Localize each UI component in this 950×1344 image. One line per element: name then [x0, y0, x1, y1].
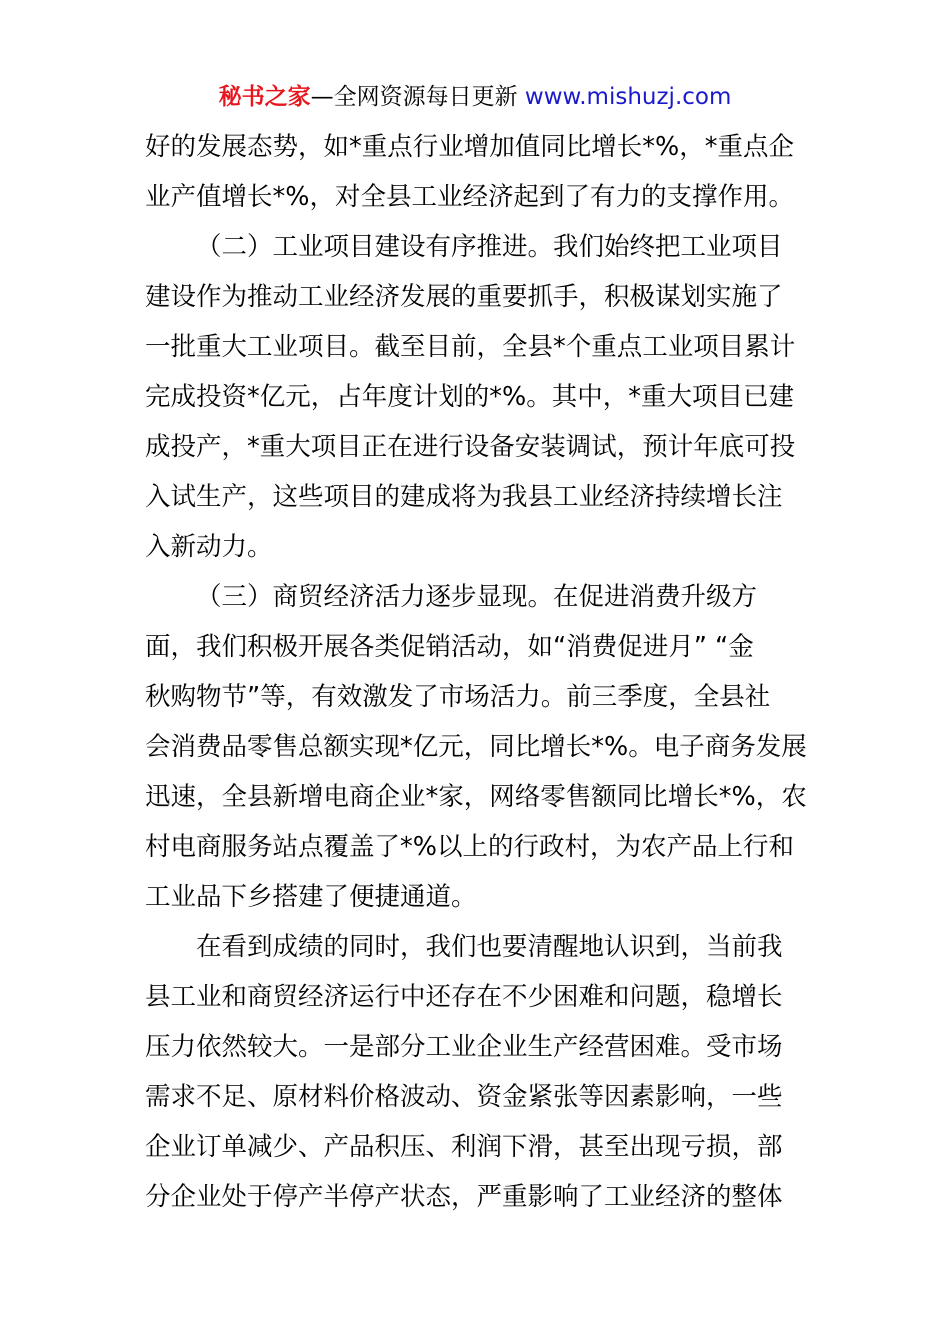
text-line: 成投产，*重大项目正在进行设备安装调试，预计年底可投: [145, 432, 796, 462]
text-line: 迅速，全县新增电商企业*家，网络零售额同比增长*%，农: [145, 782, 807, 812]
paragraph-start-line: （三）商贸经济活力逐步显现。在促进消费升级方: [196, 582, 758, 612]
brand-name: 秘书之家: [218, 84, 311, 110]
text-line: 建设作为推动工业经济发展的重要抓手，积极谋划实施了: [145, 282, 783, 312]
page-header: [0, 82, 950, 112]
header-url-link[interactable]: www.mishuzj.com: [524, 84, 732, 110]
header-slogan: —全网资源每日更新: [310, 84, 525, 110]
text-line: 压力依然较大。一是部分工业企业生产经营困难。受市场: [145, 1032, 783, 1062]
document-body: [145, 122, 807, 1222]
text-line: 入新动力。: [145, 532, 273, 562]
text-line: 好的发展态势，如*重点行业增加值同比增长*%，*重点企: [145, 132, 794, 162]
text-line: 县工业和商贸经济运行中还存在不少困难和问题，稳增长: [145, 982, 783, 1012]
text-line: 需求不足、原材料价格波动、资金紧张等因素影响，一些: [145, 1082, 783, 1112]
text-line: 面，我们积极开展各类促销活动，如“消费促进月” “金: [145, 632, 754, 662]
paragraph-start-line: （二）工业项目建设有序推进。我们始终把工业项目: [196, 232, 783, 262]
text-line: 工业品下乡搭建了便捷通道。: [145, 882, 477, 912]
text-line: 村电商服务站点覆盖了*%以上的行政村，为农产品上行和: [145, 832, 794, 862]
text-line: 入试生产，这些项目的建成将为我县工业经济持续增长注: [145, 482, 783, 512]
paragraph-start-line: 在看到成绩的同时，我们也要清醒地认识到，当前我: [196, 932, 783, 962]
text-line: 企业订单减少、产品积压、利润下滑，甚至出现亏损，部: [145, 1132, 783, 1162]
text-line: 一批重大工业项目。截至目前，全县*个重点工业项目累计: [145, 332, 796, 362]
text-line: 分企业处于停产半停产状态，严重影响了工业经济的整体: [145, 1182, 783, 1212]
text-line: 业产值增长*%，对全县工业经济起到了有力的支撑作用。: [145, 182, 794, 212]
text-line: 秋购物节”等，有效激发了市场活力。前三季度，全县社: [145, 682, 771, 712]
text-line: 会消费品零售总额实现*亿元，同比增长*%。电子商务发展: [145, 732, 807, 762]
text-line: 完成投资*亿元，占年度计划的*%。其中，*重大项目已建: [145, 382, 794, 412]
